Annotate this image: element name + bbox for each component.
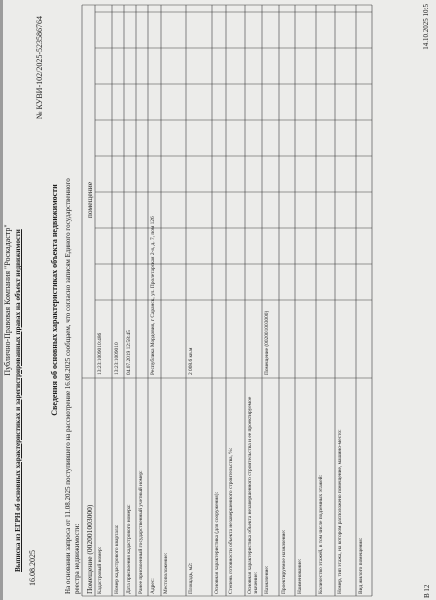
table-row-value [214,302,225,375]
table-row-label: Количество этажей, в том числе подземных этажей: [318,474,324,594]
table-row-label: Кадастровый номер: [97,546,103,594]
stamp-datetime: 14.10.2025 10:5 [422,4,430,50]
extract-number: № КУВИ-102/2025-523586764 [35,16,44,120]
table-row-label: Номер кадастрового квартала: [114,524,120,594]
table-row-label: Основная характеристика объекта незавершенного строительства и ее проектируемое значение: [247,396,260,594]
table-row-label: Назначение: [264,565,270,594]
table-row-value [337,302,355,375]
table-row-value: 2 008.6 кв.м [188,347,194,375]
table-row-label: Ранее присвоенный государственный учетный номер: [138,470,144,594]
issuer-line-2: Выписка из ЕГРН об основных характеристиках и зарегистрированных правах на объект недвижимости [14,229,22,572]
table-row-label: Основная характеристика (для сооружения): [214,491,220,594]
page-marker: В 12 [423,584,431,598]
table-row-label: Номер, тип этажа, на котором расположено помещение, машино-место: [337,429,343,594]
table-row-value [297,302,315,375]
table-row-value [228,302,244,375]
table-row-value: 13:23:1009010:486 [97,332,103,375]
table-row-label: Степень готовности объекта незавершенного строительства, %: [228,447,234,594]
issue-date: 16.08.2025 [28,550,37,586]
table-row-value [358,302,371,375]
table-row-value [318,302,334,375]
table-row-value [138,302,147,375]
table-row-label: Наименование: [297,558,303,594]
object-kind-header: помещение [85,181,94,219]
table-row-label: Местоположение: [163,552,169,594]
table-row-value: 04.07.2019 12:58:45 [126,330,132,375]
table-row-label: Проектируемое назначение: [281,529,287,594]
table-row-value: Помещение (002001003000) [264,310,270,375]
table-row-value [247,302,261,375]
object-type-label: Помещение (002001003000) [85,504,94,594]
issuer-line-1: Публично-Правовая Компания "Роскадастр" [3,224,12,376]
table-row-value [281,302,294,375]
table-row-label: Площадь, м2: [188,562,194,594]
table-row-value: Республика Мордовия, г Саранск, ул. Пролетарская 2-я, д. 7, пом 126 [150,216,156,375]
table-row-label: Вид жилого помещения: [358,537,364,594]
table-row-label: Адрес: [150,578,156,594]
table-row-label: Дата присвоения кадастрового номера: [126,504,132,594]
section-title: Сведения об основных характеристиках объекта недвижимости [50,184,59,416]
table-row-value: 13:23:1009010 [114,342,120,375]
request-text-line-2: реестра недвижимости: [73,523,81,594]
request-text-line-1: На основании запроса от 11.08.2025 поступившего на рассмотрение 16.08.2025 сообщаем, что согласно записям Единого государственного [64,178,72,594]
table-row-value [163,302,185,375]
